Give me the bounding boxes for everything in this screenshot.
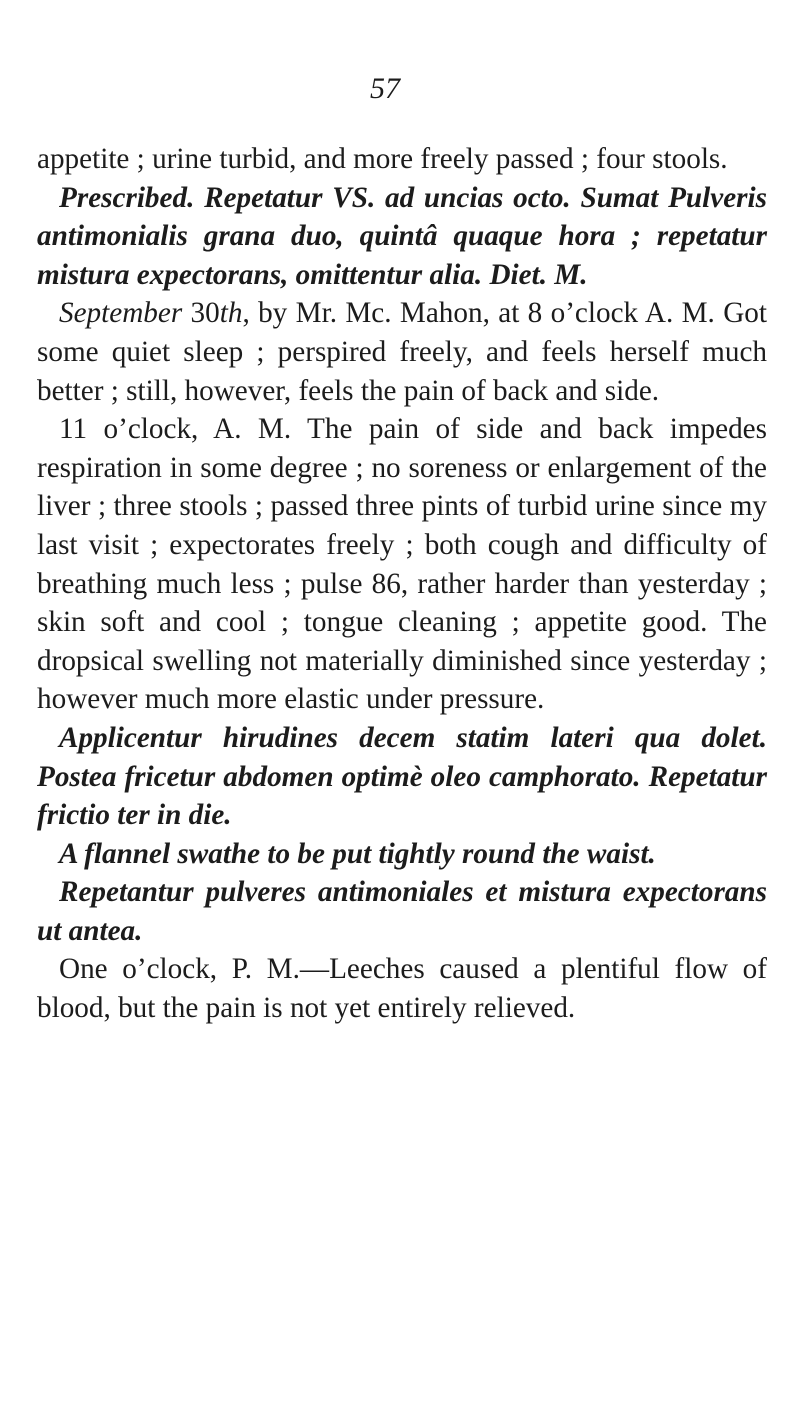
prescription xyxy=(37,873,767,950)
prescription xyxy=(37,179,767,295)
text-segment: Applicentur hirudines decem statim lateri qua dolet. Postea fricetur abdomen optimè oleo camphorato. Repetatur frictio ter in die. xyxy=(37,721,767,832)
text-segment: , by Mr. Mc. Mahon, at 8 o’clock A. M. Got some quiet sleep ; perspired freely, and feels herself much better ; still, however, feels the pain of back and side. xyxy=(37,297,767,407)
text-segment: th xyxy=(219,297,243,330)
paragraph xyxy=(37,140,767,179)
text-segment: Prescribed. Repetatur VS. ad uncias octo. Sumat Pulveris antimonialis grana duo, quintâ quaque hora ; repetatur mistura expectorans, omittentur alia. Diet. M. xyxy=(37,181,767,291)
page-number: 57 xyxy=(370,72,400,105)
text-segment: One o’clock, P. M.—Leeches caused a plentiful flow of blood, but the pain is not yet entirely relieved. xyxy=(37,953,767,1025)
paragraph xyxy=(37,294,767,410)
prescription xyxy=(37,835,767,874)
text-segment: 11 o’clock, A. M. The pain of side and back impedes respiration in some degree ; no soreness or enlargement of the liver ; three stools ; passed three pints of turbid urine since my last visit ; expectorates freely ; both cough and difficulty of breathing much less ; pulse 86, rather harder than yesterday ; skin soft and cool ; tongue cleaning ; appetite good. The dropsical swelling not materially diminished since yesterday ; however much more elastic under pressure. xyxy=(37,413,767,716)
paragraph xyxy=(37,950,767,1027)
paragraph xyxy=(37,410,767,719)
text-segment: appetite ; urine turbid, and more freely passed ; four stools. xyxy=(37,143,728,175)
body-text xyxy=(37,140,767,1028)
text-segment: 30 xyxy=(190,297,220,330)
text-segment: September xyxy=(59,297,191,330)
prescription xyxy=(37,719,767,835)
text-segment: A flannel swathe to be put tightly round the waist. xyxy=(59,837,656,870)
text-segment: Repetantur pulveres antimoniales et mistura expectorans ut antea. xyxy=(37,876,767,947)
